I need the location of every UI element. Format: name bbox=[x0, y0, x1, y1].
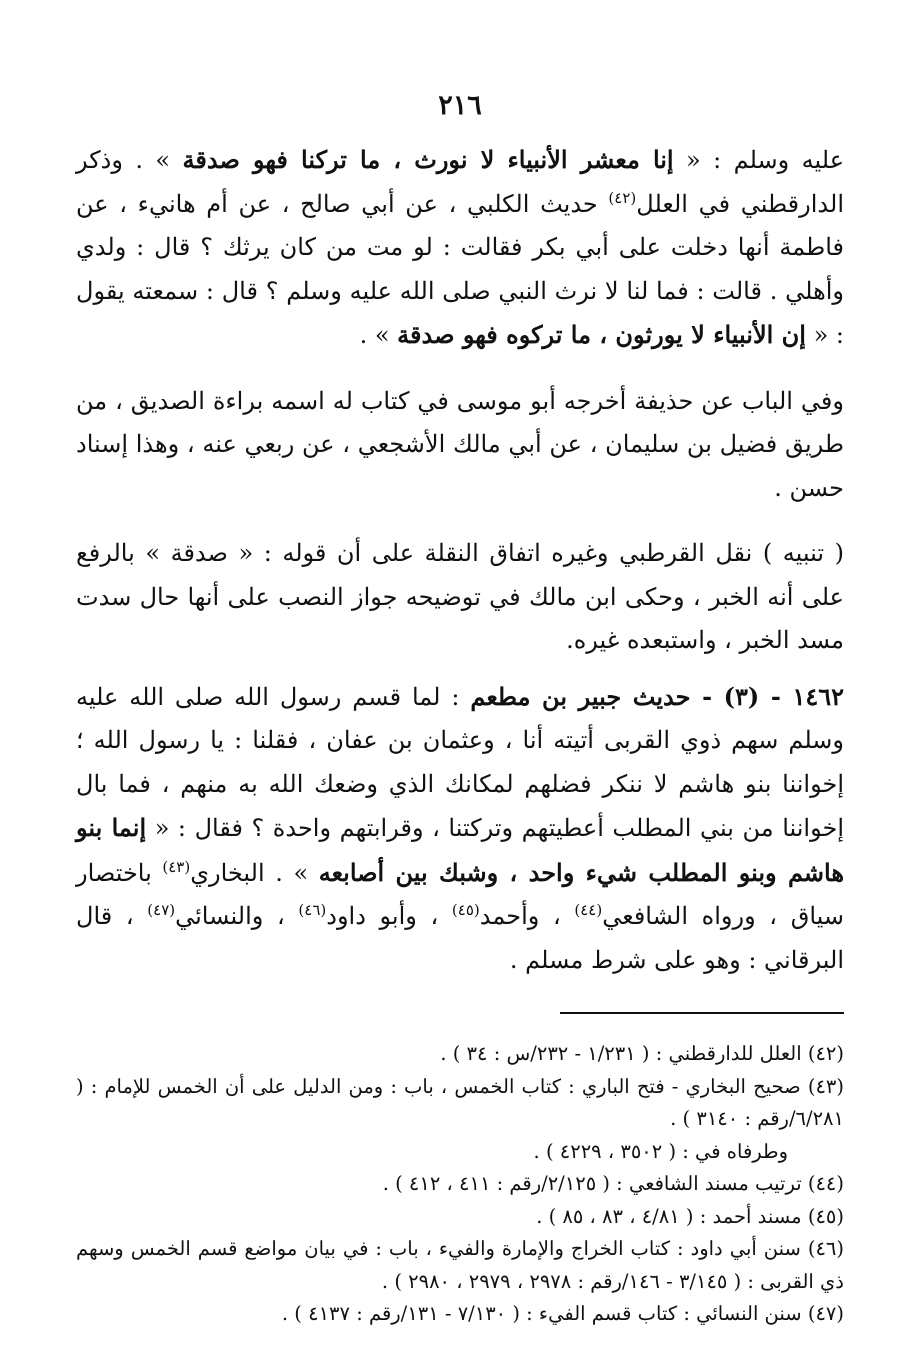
text-run: ، قال البرقاني : وهو على شرط مسلم . bbox=[76, 902, 844, 974]
text-run: ، وأبو داود bbox=[326, 902, 452, 930]
footnote-separator bbox=[560, 1012, 844, 1014]
text-run: ، وأحمد bbox=[479, 902, 575, 930]
bold-text: إن الأنبياء لا يورثون ، ما تركوه فهو صدقة bbox=[397, 320, 806, 349]
footnote-ref: (٤٢) bbox=[608, 188, 637, 207]
footnote: (٤٦) سنن أبي داود : كتاب الخراج والإمارة والفيء ، باب : في بيان مواضع قسم الخمس وسهم ذي القربى : ( ٣/١٤٥ - ١٤٦/رقم : ٢٩٧٨ ، ٢٩٧٩ ، ٢٩٨٠ ) . bbox=[76, 1237, 844, 1293]
text-run: » . وذكر الدارقطني في العلل bbox=[76, 146, 844, 218]
bold-text: ١٤٦٢ - (٣) - حديث جبير بن مطعم bbox=[470, 681, 844, 711]
text-run: ، والنسائي bbox=[175, 902, 299, 930]
text-run: : لما قسم رسول الله صلى الله عليه وسلم سهم ذوي القربى أتيته أنا ، وعثمان بن عفان ، فقلنا : يا رسول الله ؛ إخواننا بنو هاشم لا ننكر فضلهم لمكانك الذي وضعك الله به منهم ، فما بال إخواننا من بني المطلب أعطيتهم وتركتنا ، وقرابتهم واحدة ؟ فقال : « bbox=[76, 682, 844, 842]
footnote: (٤٢) العلل للدارقطني : ( ١/٢٣١ - ٢٣٢/س : ٣٤ ) . bbox=[440, 1042, 844, 1065]
page-number: ٢١٦ bbox=[438, 90, 482, 121]
footnote-ref: (٤٥) bbox=[451, 901, 480, 919]
text-run: عليه وسلم : « bbox=[673, 146, 845, 174]
hadith-paragraph bbox=[76, 675, 844, 983]
text-run: » . البخاري bbox=[190, 858, 319, 887]
main-text bbox=[76, 138, 844, 982]
footnote-ref: (٤٦) bbox=[298, 901, 327, 919]
paragraph bbox=[76, 532, 844, 663]
text-run: ( تنبيه ) نقل القرطبي وغيره اتفاق النقلة على أن قوله : « صدقة » بالرفع على أنه الخبر ، وحكى ابن مالك في توضيحه جواز النصب على أنها حال سدت مسد الخبر ، واستبعده غيره. bbox=[76, 539, 844, 654]
text-run: باختصار سياق ، ورواه الشافعي bbox=[76, 858, 844, 930]
paragraph bbox=[76, 380, 844, 511]
footnote-ref: (٤٣) bbox=[162, 857, 191, 876]
bold-text: إنما بنو هاشم وبنو المطلب شيء واحد ، وشبك بين أصابعه bbox=[76, 813, 844, 887]
text-run: » . bbox=[359, 321, 398, 349]
footnote-ref: (٤٧) bbox=[147, 901, 176, 919]
footnote: (٤٥) مسند أحمد : ( ٤/٨١ ، ٨٣ ، ٨٥ ) . bbox=[536, 1204, 844, 1228]
bold-text: إنا معشر الأنبياء لا نورث ، ما تركنا فهو صدقة bbox=[182, 145, 674, 174]
footnote: (٤٧) سنن النسائي : كتاب قسم الفيء : ( ٧/١٣٠ - ١٣١/رقم : ٤١٣٧ ) . bbox=[281, 1302, 844, 1325]
footnote: (٤٤) ترتيب مسند الشافعي : ( ٢/١٢٥/رقم : ٤١١ ، ٤١٢ ) . bbox=[382, 1172, 844, 1195]
footnote-ref: (٤٤) bbox=[574, 901, 603, 919]
footnote: (٤٣) صحيح البخاري - فتح الباري : كتاب الخمس ، باب : ومن الدليل على أن الخمس للإمام : ( ٦/٢٨١/رقم : ٣١٤٠ ) . bbox=[76, 1074, 844, 1130]
footnotes bbox=[76, 1038, 844, 1331]
paragraph bbox=[76, 138, 844, 358]
text-run: حديث الكلبي ، عن أبي صالح ، عن أم هانيء ، عن فاطمة أنها دخلت على أبي بكر فقالت : لو مت من كان يرثك ؟ قال : ولدي وأهلي . قالت : فما لنا لا نرث النبي صلى الله عليه وسلم ؟ قال : سمعته يقول : « bbox=[76, 189, 844, 349]
footnote-continuation: وطرفاه في : ( ٣٥٠٢ ، ٤٢٢٩ ) . bbox=[533, 1139, 788, 1163]
text-run: وفي الباب عن حذيفة أخرجه أبو موسى في كتاب له اسمه براءة الصديق ، من طريق فضيل بن سليمان ، عن أبي مالك الأشجعي ، عن ربعي عنه ، وهذا إسناد حسن . bbox=[76, 386, 844, 502]
